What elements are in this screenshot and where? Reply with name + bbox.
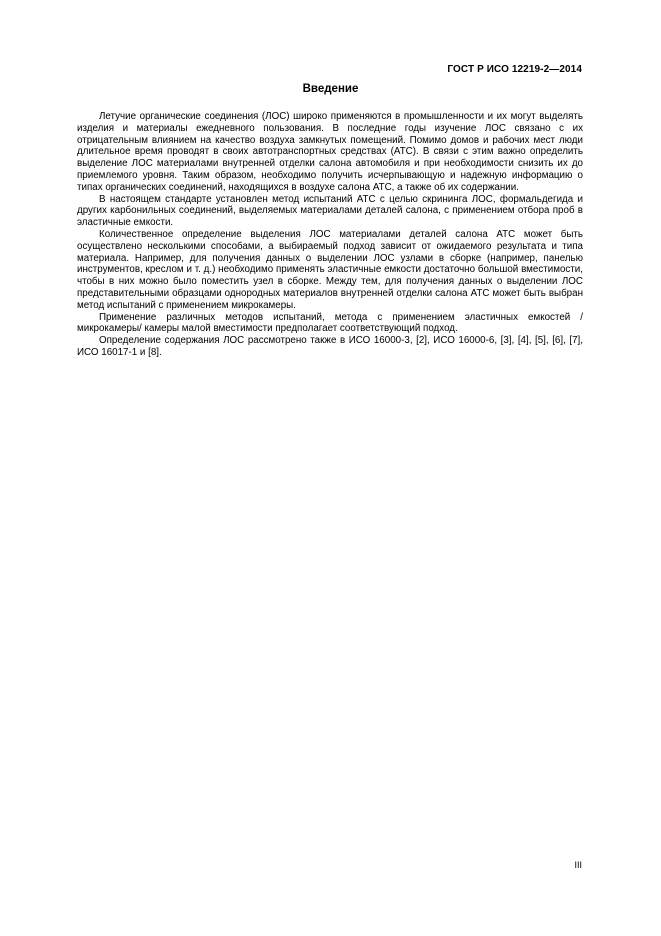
paragraph: В настоящем стандарте установлен метод испытаний АТС с целью скрининга ЛОС, формальдегида и других карбонильных соединений, выделяемых материалами деталей салона, с применением отбора проб в эластичные емкости. xyxy=(77,193,583,229)
paragraph: Применение различных методов испытаний, метода с применением эластичных емкостей / микрокамеры/ камеры малой вместимости предполагает соответствующий подход. xyxy=(77,311,583,335)
standard-number: ГОСТ Р ИСО 12219-2—2014 xyxy=(447,64,582,75)
section-title: Введение xyxy=(302,83,359,95)
page-number: III xyxy=(574,860,582,870)
paragraph: Количественное определение выделения ЛОС материалами деталей салона АТС может быть осуществлено несколькими способами, а выбираемый подход зависит от ожидаемого результата и типа материала. Например, для получения данных о выделении ЛОС узлами в сборке (например, панелью инструментов, креслом и т. д.) необходимо применять эластичные емкости достаточно большой вместимости, чтобы в них можно было поместить узел в сборке. Между тем, для получения данных о выделении ЛОС представительными образцами однородных материалов внутренней отделки салона АТС может быть выбран метод испытаний с применением микрокамеры. xyxy=(77,228,583,311)
paragraph: Определение содержания ЛОС рассмотрено также в ИСО 16000-3, [2], ИСО 16000-6, [3], [4], [5], [6], [7], ИСО 16017-1 и [8]. xyxy=(77,335,583,358)
paragraph: Летучие органические соединения (ЛОС) широко применяются в промышленности и их могут выделять изделия и материалы ежедневного пользования. В последние годы изучение ЛОС связано с их отрицательным влиянием на качество воздуха замкнутых помещений. Помимо домов и рабочих мест люди длительное время проводят в своих автотранспортных средствах (АТС). В связи с этим важно определить выделение ЛОС материалами внутренней отделки салона автомобиля и при необходимости снизить их до приемлемого уровня. Таким образом, необходимо получить исчерпывающую и надежную информацию о типах органических соединений, находящихся в воздухе салона АТС, а также об их содержании. xyxy=(77,111,583,193)
introduction-body xyxy=(77,111,583,359)
